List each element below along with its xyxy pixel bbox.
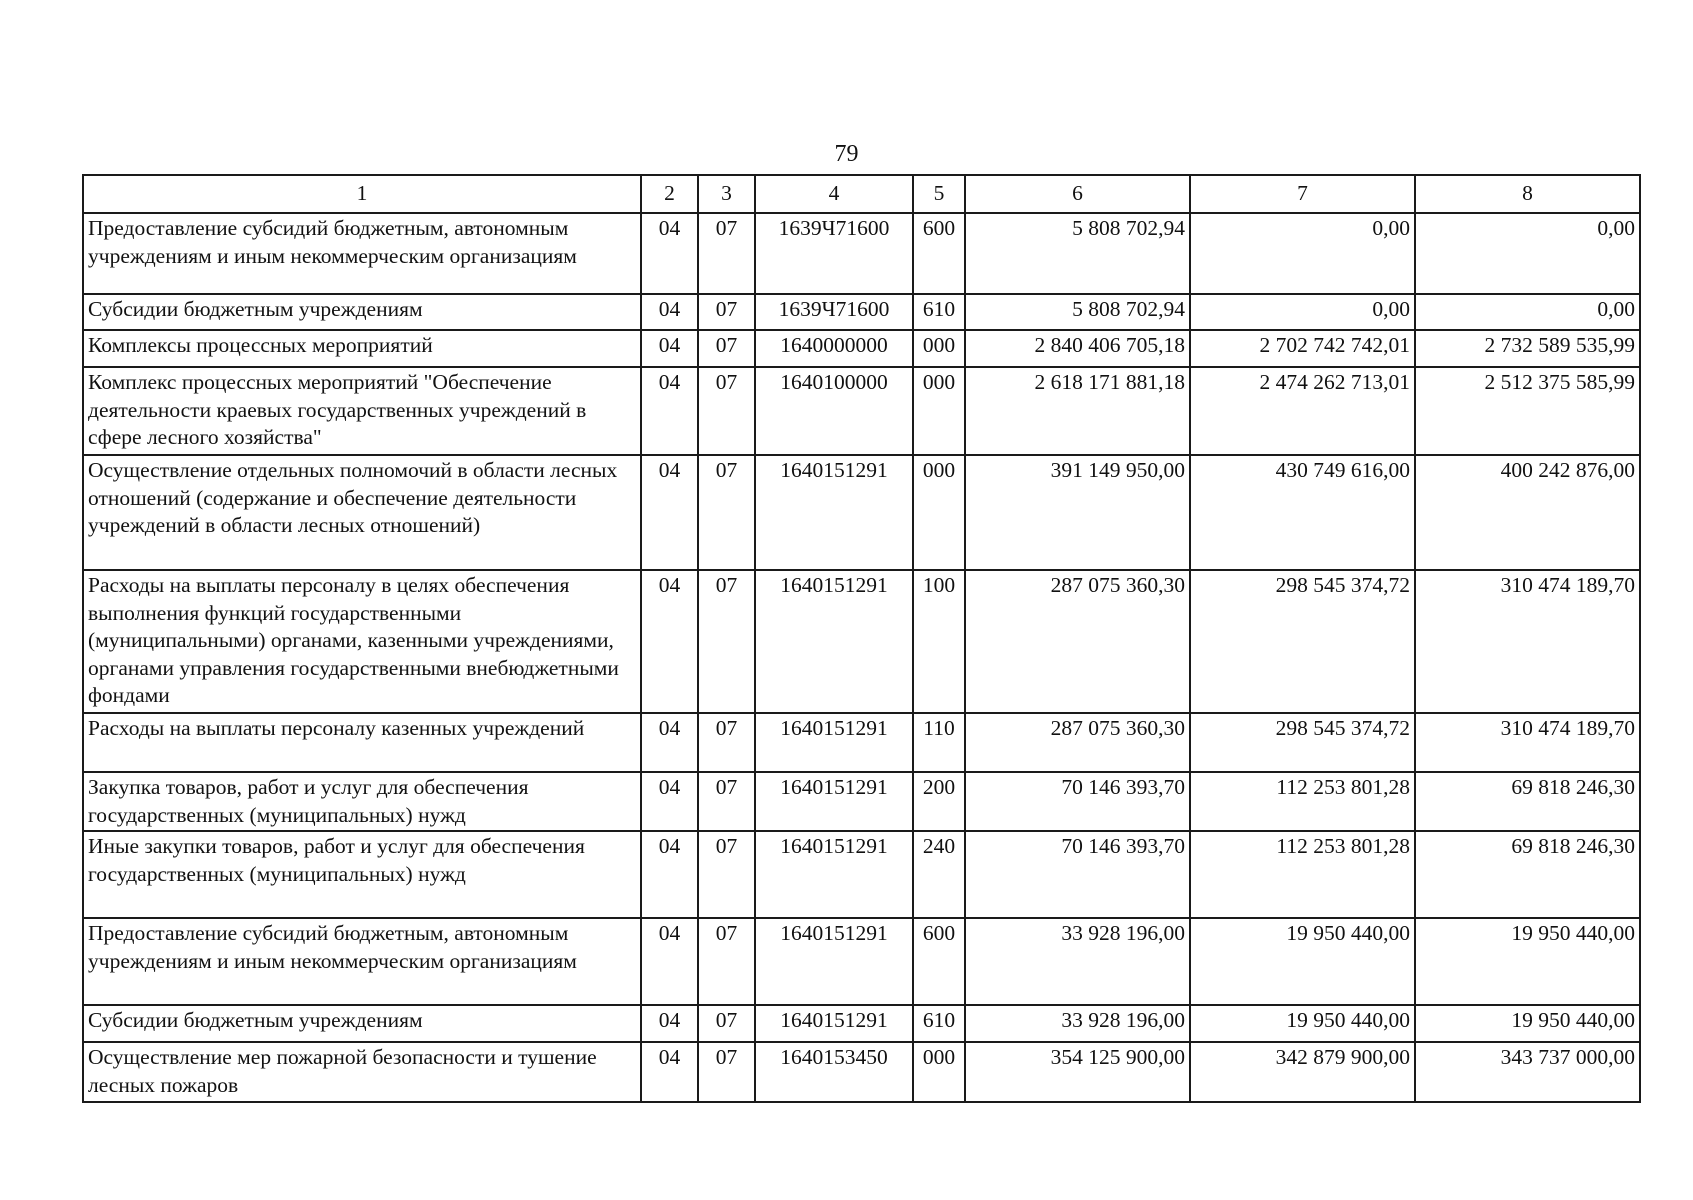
row-name: Расходы на выплаты персоналу казенных учреждений [83,713,641,772]
row-name: Осуществление отдельных полномочий в области лесных отношений (содержание и обеспечение деятельности учреждений в области лесных отношений) [83,455,641,570]
amount-col-8: 0,00 [1415,213,1640,294]
table-row [83,831,1640,918]
subsection-code: 07 [698,713,755,772]
subsection-code: 07 [698,294,755,330]
amount-col-6: 287 075 360,30 [965,713,1190,772]
amount-col-8: 0,00 [1415,294,1640,330]
amount-col-7: 2 474 262 713,01 [1190,367,1415,455]
table-row [83,213,1640,294]
expense-type-code: 000 [913,367,965,455]
table-row [83,455,1640,570]
amount-col-8: 2 732 589 535,99 [1415,330,1640,367]
amount-col-6: 391 149 950,00 [965,455,1190,570]
amount-col-8: 19 950 440,00 [1415,918,1640,1005]
amount-col-8: 69 818 246,30 [1415,831,1640,918]
column-header-6: 6 [965,175,1190,213]
amount-col-7: 298 545 374,72 [1190,713,1415,772]
amount-col-6: 287 075 360,30 [965,570,1190,713]
expense-type-code: 000 [913,1042,965,1102]
row-name: Комплекс процессных мероприятий "Обеспечение деятельности краевых государственных учреждений в сфере лесного хозяйства" [83,367,641,455]
expense-type-code: 000 [913,455,965,570]
target-article-code: 1640151291 [755,831,913,918]
column-header-7: 7 [1190,175,1415,213]
amount-col-7: 0,00 [1190,213,1415,294]
section-code: 04 [641,1042,698,1102]
amount-col-7: 19 950 440,00 [1190,918,1415,1005]
amount-col-6: 354 125 900,00 [965,1042,1190,1102]
row-name: Расходы на выплаты персоналу в целях обеспечения выполнения функций государственными (муниципальными) органами, казенными учреждениями, органами управления государственными внебюджетными фондами [83,570,641,713]
column-header-1: 1 [83,175,641,213]
amount-col-6: 33 928 196,00 [965,918,1190,1005]
amount-col-6: 33 928 196,00 [965,1005,1190,1042]
target-article-code: 1640151291 [755,455,913,570]
row-name: Субсидии бюджетным учреждениям [83,1005,641,1042]
amount-col-7: 2 702 742 742,01 [1190,330,1415,367]
row-name: Предоставление субсидий бюджетным, автономным учреждениям и иным некоммерческим организациям [83,918,641,1005]
row-name: Предоставление субсидий бюджетным, автономным учреждениям и иным некоммерческим организациям [83,213,641,294]
amount-col-8: 310 474 189,70 [1415,570,1640,713]
subsection-code: 07 [698,367,755,455]
section-code: 04 [641,772,698,831]
amount-col-7: 0,00 [1190,294,1415,330]
amount-col-8: 310 474 189,70 [1415,713,1640,772]
target-article-code: 1640151291 [755,713,913,772]
table-row [83,1042,1640,1102]
subsection-code: 07 [698,831,755,918]
subsection-code: 07 [698,772,755,831]
expense-type-code: 600 [913,918,965,1005]
amount-col-7: 342 879 900,00 [1190,1042,1415,1102]
column-header-5: 5 [913,175,965,213]
row-name: Субсидии бюджетным учреждениям [83,294,641,330]
target-article-code: 1640151291 [755,1005,913,1042]
expense-type-code: 000 [913,330,965,367]
table-row [83,367,1640,455]
amount-col-8: 2 512 375 585,99 [1415,367,1640,455]
table-row [83,330,1640,367]
amount-col-7: 19 950 440,00 [1190,1005,1415,1042]
subsection-code: 07 [698,1042,755,1102]
section-code: 04 [641,294,698,330]
amount-col-6: 70 146 393,70 [965,772,1190,831]
table-row [83,1005,1640,1042]
expense-type-code: 100 [913,570,965,713]
row-name: Иные закупки товаров, работ и услуг для обеспечения государственных (муниципальных) нужд [83,831,641,918]
section-code: 04 [641,1005,698,1042]
amount-col-6: 2 618 171 881,18 [965,367,1190,455]
section-code: 04 [641,367,698,455]
amount-col-8: 400 242 876,00 [1415,455,1640,570]
section-code: 04 [641,831,698,918]
amount-col-8: 69 818 246,30 [1415,772,1640,831]
amount-col-7: 112 253 801,28 [1190,772,1415,831]
section-code: 04 [641,213,698,294]
expense-type-code: 200 [913,772,965,831]
amount-col-7: 430 749 616,00 [1190,455,1415,570]
column-header-3: 3 [698,175,755,213]
expense-type-code: 610 [913,1005,965,1042]
subsection-code: 07 [698,330,755,367]
row-name: Закупка товаров, работ и услуг для обеспечения государственных (муниципальных) нужд [83,772,641,831]
target-article-code: 1639Ч71600 [755,213,913,294]
target-article-code: 1640100000 [755,367,913,455]
amount-col-6: 5 808 702,94 [965,213,1190,294]
amount-col-7: 298 545 374,72 [1190,570,1415,713]
amount-col-8: 343 737 000,00 [1415,1042,1640,1102]
amount-col-6: 70 146 393,70 [965,831,1190,918]
expense-type-code: 110 [913,713,965,772]
subsection-code: 07 [698,570,755,713]
section-code: 04 [641,330,698,367]
section-code: 04 [641,455,698,570]
expense-type-code: 600 [913,213,965,294]
subsection-code: 07 [698,1005,755,1042]
table-row [83,570,1640,713]
table-row [83,918,1640,1005]
amount-col-6: 5 808 702,94 [965,294,1190,330]
subsection-code: 07 [698,918,755,1005]
subsection-code: 07 [698,455,755,570]
table-row [83,713,1640,772]
column-header-4: 4 [755,175,913,213]
target-article-code: 1640151291 [755,918,913,1005]
section-code: 04 [641,713,698,772]
amount-col-7: 112 253 801,28 [1190,831,1415,918]
target-article-code: 1640000000 [755,330,913,367]
section-code: 04 [641,918,698,1005]
column-header-8: 8 [1415,175,1640,213]
page-number: 79 [834,141,859,167]
budget-table [82,174,1641,1103]
row-name: Комплексы процессных мероприятий [83,330,641,367]
subsection-code: 07 [698,213,755,294]
row-name: Осуществление мер пожарной безопасности и тушение лесных пожаров [83,1042,641,1102]
column-header-2: 2 [641,175,698,213]
amount-col-8: 19 950 440,00 [1415,1005,1640,1042]
expense-type-code: 610 [913,294,965,330]
section-code: 04 [641,570,698,713]
amount-col-6: 2 840 406 705,18 [965,330,1190,367]
expense-type-code: 240 [913,831,965,918]
table-row [83,294,1640,330]
target-article-code: 1639Ч71600 [755,294,913,330]
target-article-code: 1640153450 [755,1042,913,1102]
target-article-code: 1640151291 [755,772,913,831]
table-row [83,772,1640,831]
target-article-code: 1640151291 [755,570,913,713]
column-number-row [83,175,1640,213]
